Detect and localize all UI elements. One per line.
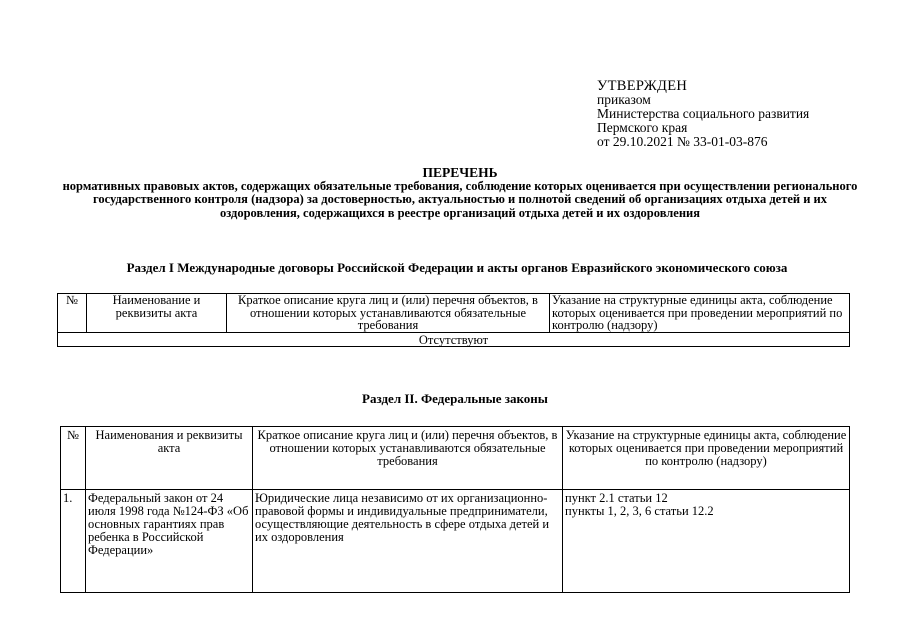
row-units-line1: пункт 2.1 статьи 12 [565,491,668,505]
section1-absent: Отсутствуют [58,332,850,347]
approval-ministry: Министерства социального развития [597,106,810,121]
document-title [60,166,860,220]
section1-absent-row [58,332,850,347]
approval-region: Пермского края [597,120,688,135]
section1-title: Раздел I Международные договоры Российской Федерации и акты органов Евразийского экономического союза [126,260,788,275]
section2-header-num: № [61,427,86,490]
section1-table [57,293,850,347]
section2-header-description: Краткое описание круга лиц и (или) перечня объектов, в отношении которых устанавливаются обязательные требования [253,427,563,490]
section2-table [60,426,850,593]
section1-header-num: № [58,294,87,333]
table-row [61,490,850,593]
approval-date-number: от 29.10.2021 № 33-01-03-876 [597,134,768,149]
row-units-line2: пункты 1, 2, 3, 6 статьи 12.2 [565,504,714,518]
row-description: Юридические лица независимо от их организационно-правовой формы и индивидуальные предприниматели, осуществляющие деятельность в сфере отдыха детей и их оздоровления [253,490,563,593]
title-main: ПЕРЕЧЕНЬ [422,165,498,180]
section1-header-row [58,294,850,333]
section2-header-name: Наименования и реквизиты акта [86,427,253,490]
approval-stamp [597,79,809,149]
title-subtitle: нормативных правовых актов, содержащих обязательные требования, соблюдение которых оценивается при осуществлении регионального государственного контроля (надзора) за достоверностью, актуальностью и полнотой сведений об организациях отдыха детей и их оздоровления, содержащихся в реестре организаций отдыха детей и их оздоровления [62,178,858,220]
row-units [563,490,850,593]
section2-header-units: Указание на структурные единицы акта, соблюдение которых оценивается при проведении мероприятий по контролю (надзору) [563,427,850,490]
approval-heading: УТВЕРЖДЕН [597,78,688,94]
approval-order-label: приказом [597,92,651,107]
section1-header-name: Наименование и реквизиты акта [87,294,227,333]
section1-header-description: Краткое описание круга лиц и (или) перечня объектов, в отношении которых устанавливаются обязательные требования [227,294,550,333]
section1-header-units: Указание на структурные единицы акта, соблюдение которых оценивается при проведении мероприятий по контролю (надзору) [550,294,850,333]
row-name: Федеральный закон от 24 июля 1998 года №124-ФЗ «Об основных гарантиях прав ребенка в Российской Федерации» [86,490,253,593]
section2-header-row [61,427,850,490]
section2-title: Раздел II. Федеральные законы [362,391,548,406]
row-num: 1. [61,490,86,593]
